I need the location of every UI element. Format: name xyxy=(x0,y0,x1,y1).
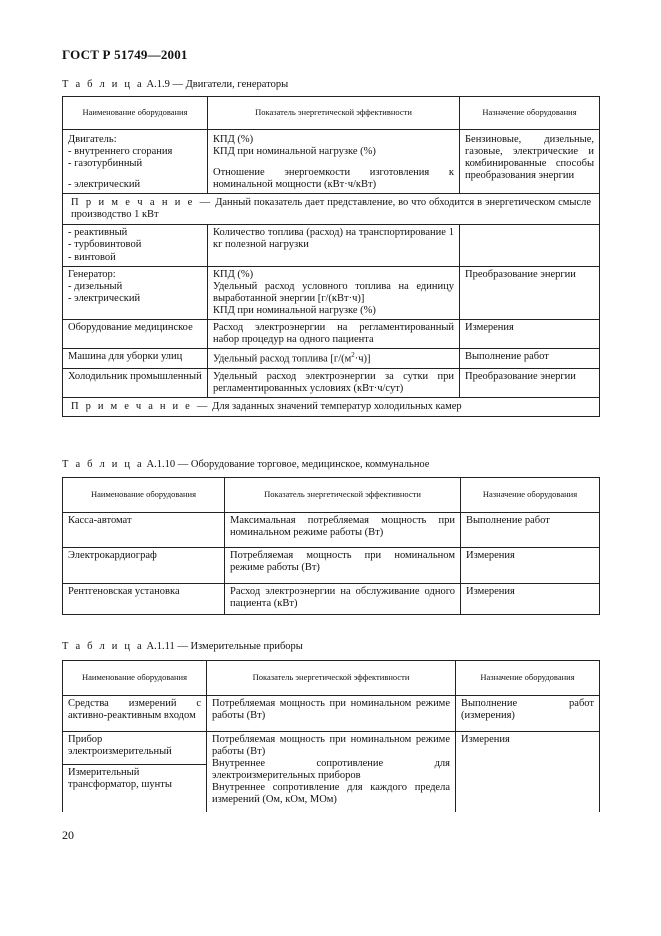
table-row xyxy=(63,368,600,397)
column-header: Показатель энергетической эффективности xyxy=(208,97,460,130)
equipment-name-cell: Электрокардиограф xyxy=(63,548,225,584)
table-row xyxy=(63,130,600,194)
equipment-name-cell: Касса-автомат xyxy=(63,513,225,548)
table-row xyxy=(63,548,600,584)
table-a19 xyxy=(62,96,600,417)
indicator: ·ч)] xyxy=(354,353,371,365)
column-header: Назначение оборудования xyxy=(461,478,600,513)
note-text: Для заданных значений температур холодильных камер xyxy=(212,400,462,412)
indicator: Потребляемая мощность при номинальном режиме работы (Вт) xyxy=(212,734,450,758)
note-label: П р и м е ч а н и е — xyxy=(71,197,213,209)
note-text: Данный показатель дает представление, во что обходится в энергетическом смысле производство 1 кВт xyxy=(71,197,592,221)
table-row xyxy=(63,696,600,732)
table-row xyxy=(63,266,600,319)
equipment-name-cell: Холодильник промышленный xyxy=(63,368,208,397)
column-header: Наименование оборудования xyxy=(63,97,208,130)
note-label: П р и м е ч а н и е — xyxy=(71,400,210,412)
indicator-cell: Потребляемая мощность при номинальном режиме работы (Вт) xyxy=(207,696,456,732)
table-row xyxy=(63,225,600,266)
equipment-name: Генератор: xyxy=(68,268,116,280)
equipment-name: Двигатель: xyxy=(68,134,117,145)
equipment-subtype: - турбовинтовой xyxy=(68,239,142,251)
document-header: ГОСТ Р 51749—2001 xyxy=(62,47,188,62)
indicator-cell xyxy=(208,348,460,368)
equipment-name: Измерительный трансформатор, шунты xyxy=(68,767,172,791)
table-header-row xyxy=(63,97,600,130)
table-a19-caption-text: А.1.9 — Двигатели, генераторы xyxy=(146,79,289,90)
purpose-cell: Бензиновые, дизельные, газовые, электрические и комбинированные способы преобразования энергии xyxy=(460,130,600,194)
equipment-name-cell xyxy=(63,732,207,813)
indicator-cell: Расход электроэнергии на обслуживание одного пациента (кВт) xyxy=(225,584,461,615)
table-header-row xyxy=(63,661,600,696)
purpose-cell: Преобразование энергии xyxy=(460,266,600,319)
table-a111-caption-text: А.1.11 — Измерительные приборы xyxy=(146,641,303,652)
equipment-subtype: - реактивный xyxy=(68,227,128,239)
column-header: Показатель энергетической эффективности xyxy=(207,661,456,696)
equipment-name-cell xyxy=(63,225,208,266)
equipment-name-cell: Оборудование медицинское xyxy=(63,319,208,348)
table-a19-caption xyxy=(62,79,288,90)
table-a111 xyxy=(62,660,600,812)
equipment-subtype: - винтовой xyxy=(68,251,116,263)
note-row xyxy=(63,194,600,225)
column-header: Назначение оборудования xyxy=(456,661,600,696)
indicator: КПД при номинальной нагрузке (%) xyxy=(213,146,376,158)
equipment-name-cell: Машина для уборки улиц xyxy=(63,348,208,368)
purpose-cell: Преобразование энергии xyxy=(460,368,600,397)
table-row xyxy=(63,348,600,368)
equipment-name-cell: Рентгеновская установка xyxy=(63,584,225,615)
indicator: Внутреннее сопротивление для каждого предела измерений (Ом, кОм, МОм) xyxy=(212,782,450,806)
indicator-cell xyxy=(208,266,460,319)
column-header: Назначение оборудования xyxy=(460,97,600,130)
table-row xyxy=(63,584,600,615)
indicator: КПД (%) xyxy=(213,134,254,145)
purpose-cell: Измерения xyxy=(460,319,600,348)
indicator-cell: Количество топлива (расход) на транспортирование 1 кг полезной нагрузки xyxy=(208,225,460,266)
indicator: КПД при номинальной нагрузке (%) xyxy=(213,304,376,316)
equipment-name: Прибор электроизмерительный xyxy=(63,732,206,765)
equipment-name-cell xyxy=(63,130,208,194)
indicator: Удельный расход условного топлива на единицу выработанной энергии [г/(кВт·ч)] xyxy=(213,280,454,304)
indicator-cell: Расход электроэнергии на регламентированный набор процедур на одного пациента xyxy=(208,319,460,348)
column-header: Наименование оборудования xyxy=(63,661,207,696)
indicator-cell: Потребляемая мощность при номинальном режиме работы (Вт) xyxy=(225,548,461,584)
table-a19-caption-label: Т а б л и ц а xyxy=(62,79,144,90)
table-row xyxy=(63,732,600,813)
indicator-cell: Максимальная потребляемая мощность при номинальном режиме работы (Вт) xyxy=(225,513,461,548)
equipment-subtype: - газотурбинный xyxy=(68,158,143,170)
column-header: Наименование оборудования xyxy=(63,478,225,513)
note-row xyxy=(63,397,600,416)
purpose-cell: Выполнение работ (измерения) xyxy=(456,696,600,732)
table-header-row xyxy=(63,478,600,513)
indicator-cell xyxy=(208,130,460,194)
indicator: Внутреннее сопротивление для электроизмерительных приборов xyxy=(212,758,450,782)
equipment-name-cell xyxy=(63,266,208,319)
table-a111-caption-label: Т а б л и ц а xyxy=(62,641,144,652)
indicator: КПД (%) xyxy=(213,268,254,280)
table-row xyxy=(63,513,600,548)
indicator-cell xyxy=(207,732,456,813)
table-a110-caption-label: Т а б л и ц а xyxy=(62,459,144,470)
column-header: Показатель энергетической эффективности xyxy=(225,478,461,513)
equipment-subtype: - электрический xyxy=(68,179,141,191)
table-a110 xyxy=(62,477,600,615)
table-a111-caption xyxy=(62,641,303,652)
table-row xyxy=(63,319,600,348)
purpose-cell: Измерения xyxy=(456,732,600,813)
indicator-superscript: 2 xyxy=(351,350,355,359)
indicator: Удельный расход топлива [г/(м xyxy=(213,353,352,365)
page-number: 20 xyxy=(62,828,74,842)
table-a110-caption-text: А.1.10 — Оборудование торговое, медицинское, коммунальное xyxy=(146,459,430,470)
equipment-subtype: - дизельный xyxy=(68,280,123,292)
purpose-cell: Выполнение работ xyxy=(461,513,600,548)
equipment-name-cell: Средства измерений с активно-реактивным входом xyxy=(63,696,207,732)
table-note xyxy=(63,397,600,416)
equipment-subtype: - электрический xyxy=(68,292,141,304)
table-note xyxy=(63,194,600,225)
purpose-cell: Измерения xyxy=(461,548,600,584)
table-a110-caption xyxy=(62,459,429,470)
purpose-cell: Выполнение работ xyxy=(460,348,600,368)
indicator: Отношение энергоемкости изготовления к номинальной мощности (кВт·ч/кВт) xyxy=(213,167,454,191)
purpose-cell xyxy=(460,225,600,266)
equipment-subtype: - внутреннего сгорания xyxy=(68,146,173,158)
purpose-cell: Измерения xyxy=(461,584,600,615)
indicator-cell: Удельный расход электроэнергии за сутки при регламентированных условиях (кВт·ч/сут) xyxy=(208,368,460,397)
